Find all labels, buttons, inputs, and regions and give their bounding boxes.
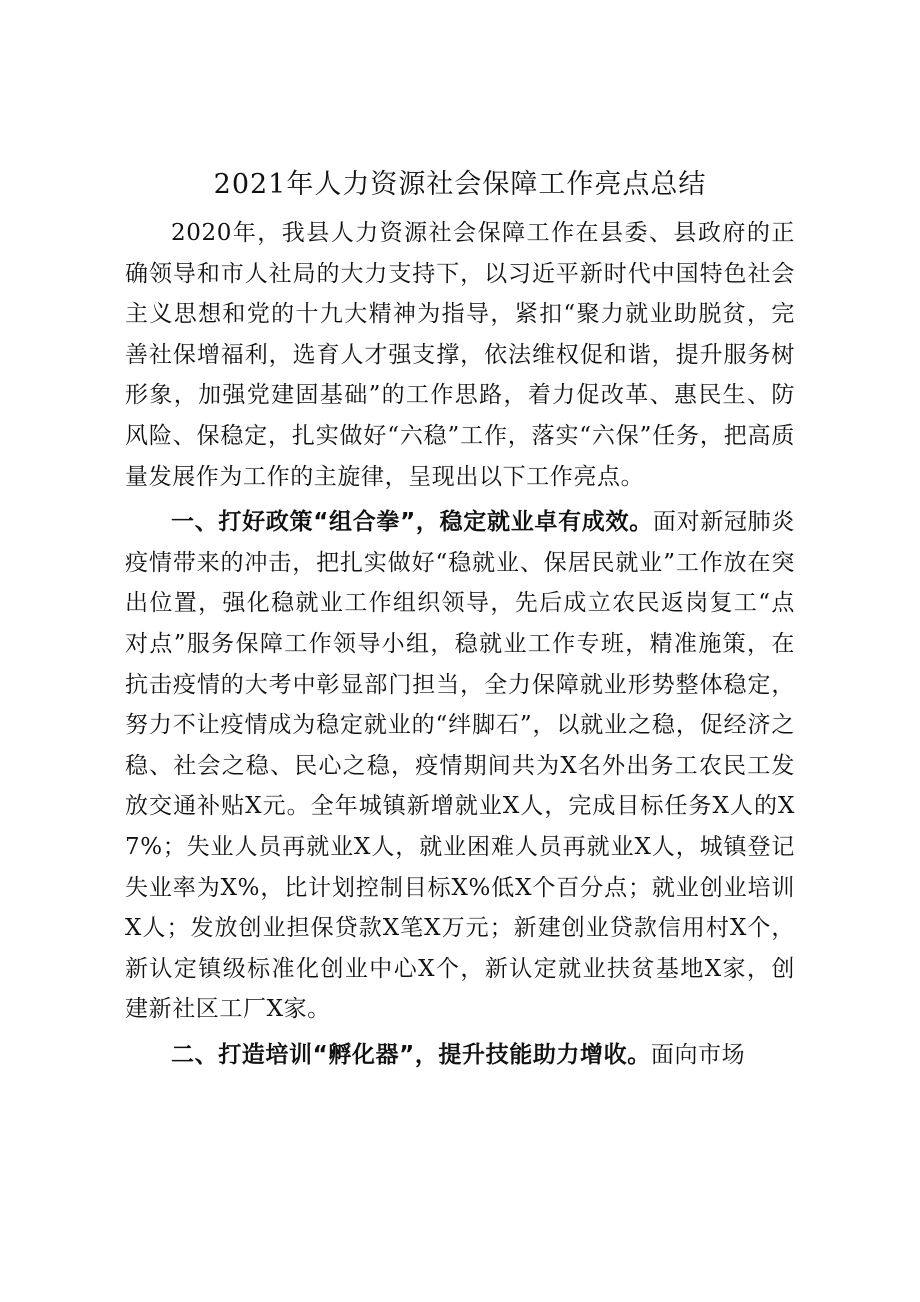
section-paragraph-1 [125, 502, 795, 1030]
section-body-1: 面对新冠肺炎疫情带来的冲击，把扎实做好“稳就业、保居民就业”工作放在突出位置，强化稳就业工作组织领导，先后成立农民返岗复工“点对点”服务保障工作领导小组，稳就业工作专班，精准施策，在抗击疫情的大考中彰显部门担当，全力保障就业形势整体稳定，努力不让疫情成为稳定就业的“绊脚石”，以就业之稳，促经济之稳、社会之稳、民心之稳，疫情期间共为X名外出务工农民工发放交通补贴X元。全年城镇新增就业X人，完成目标任务X人的X7%；失业人员再就业X人，就业困难人员再就业X人，城镇登记失业率为X%，比计划控制目标X%低X个百分点；就业创业培训X人；发放创业担保贷款X笔X万元；新建创业贷款信用村X个，新认定镇级标准化创业中心X个，新认定就业扶贫基地X家，创建新社区工厂X家。 [125, 509, 795, 1023]
section-paragraph-2 [125, 1035, 795, 1076]
document-body [125, 163, 795, 1080]
section-body-2: 面向市场 [650, 1041, 746, 1068]
section-heading-2: 二、打造培训“孵化器”，提升技能助力增收。 [171, 1041, 651, 1068]
intro-paragraph: 2020年，我县人力资源社会保障工作在县委、县政府的正确领导和市人社局的大力支持下，以习近平新时代中国特色社会主义思想和党的十九大精神为指导，紧扣“聚力就业助脱贫，完善社保增福利，选育人才强支撑，依法维权促和谐，提升服务树形象，加强党建固基础”的工作思路，着力促改革、惠民生、防风险、保稳定，扎实做好“六稳”工作，落实“六保”任务，把高质量发展作为工作的主旋律，呈现出以下工作亮点。 [125, 220, 795, 490]
document-title: 2021年人力资源社会保障工作亮点总结 [213, 169, 707, 200]
section-heading-1: 一、打好政策“组合拳”，稳定就业卓有成效。 [171, 509, 653, 536]
